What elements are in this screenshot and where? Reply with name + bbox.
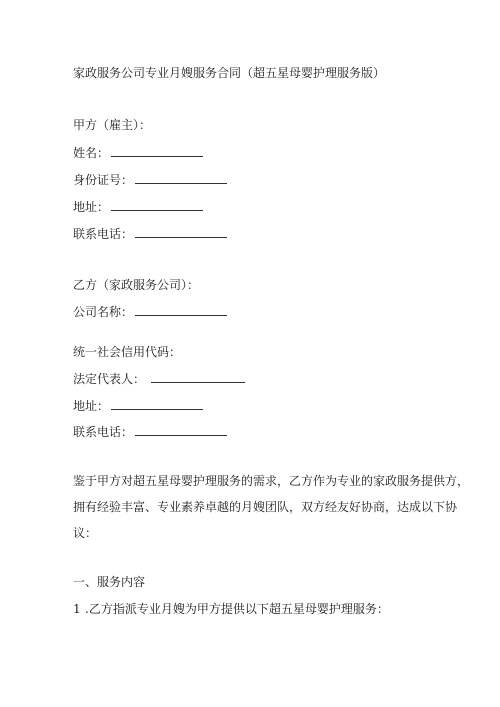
party-a-address-field — [73, 199, 203, 214]
party-b-phone-blank — [135, 424, 227, 436]
party-b-heading: 乙方（家政服务公司）： — [73, 278, 200, 292]
party-a-id-label: 身份证号： — [73, 173, 134, 187]
section-1-heading: 一、服务内容 — [73, 575, 146, 589]
party-a-id-field — [73, 172, 227, 187]
party-b-phone-field — [73, 424, 227, 439]
party-b-address-blank — [111, 398, 203, 410]
party-a-name-field — [73, 145, 203, 160]
section-1-item-1-number: 1 — [73, 602, 81, 616]
section-1-item-1 — [73, 602, 389, 616]
party-a-name-label: 姓名： — [73, 146, 110, 160]
party-b-address-label: 地址： — [73, 399, 110, 413]
party-b-phone-label: 联系电话： — [73, 425, 134, 439]
party-a-heading: 甲方（雇主）： — [73, 118, 152, 132]
party-b-address-field — [73, 398, 203, 413]
intro-paragraph-line-2: 拥有经验丰富、专业素养卓越的月嫂团队，双方经友好协商，达成以下协 — [73, 500, 458, 514]
contract-title: 家政服务公司专业月嫂服务合同（超五星母婴护理服务版） — [73, 66, 386, 80]
intro-paragraph-line-1: 鉴于甲方对超五星母婴护理服务的需求，乙方作为专业的家政服务提供方， — [73, 474, 470, 488]
section-1-item-1-text: .乙方指派专业月嫂为甲方提供以下超五星母婴护理服务： — [85, 602, 389, 616]
party-a-address-blank — [111, 199, 203, 211]
party-b-legal-rep-label: 法定代表人： — [73, 372, 146, 386]
party-b-company-blank — [135, 304, 227, 316]
party-b-company-field — [73, 304, 227, 319]
party-a-phone-blank — [135, 226, 227, 238]
intro-paragraph-line-3: 议： — [73, 526, 98, 540]
party-b-credit-code-label: 统一社会信用代码： — [73, 345, 182, 359]
party-b-legal-rep-blank — [151, 371, 245, 383]
party-b-legal-rep-field — [73, 371, 245, 386]
party-a-name-blank — [111, 145, 203, 157]
party-a-phone-field — [73, 226, 227, 241]
party-a-id-blank — [135, 172, 227, 184]
party-b-company-label: 公司名称： — [73, 305, 134, 319]
party-a-phone-label: 联系电话： — [73, 227, 134, 241]
party-a-address-label: 地址： — [73, 200, 110, 214]
